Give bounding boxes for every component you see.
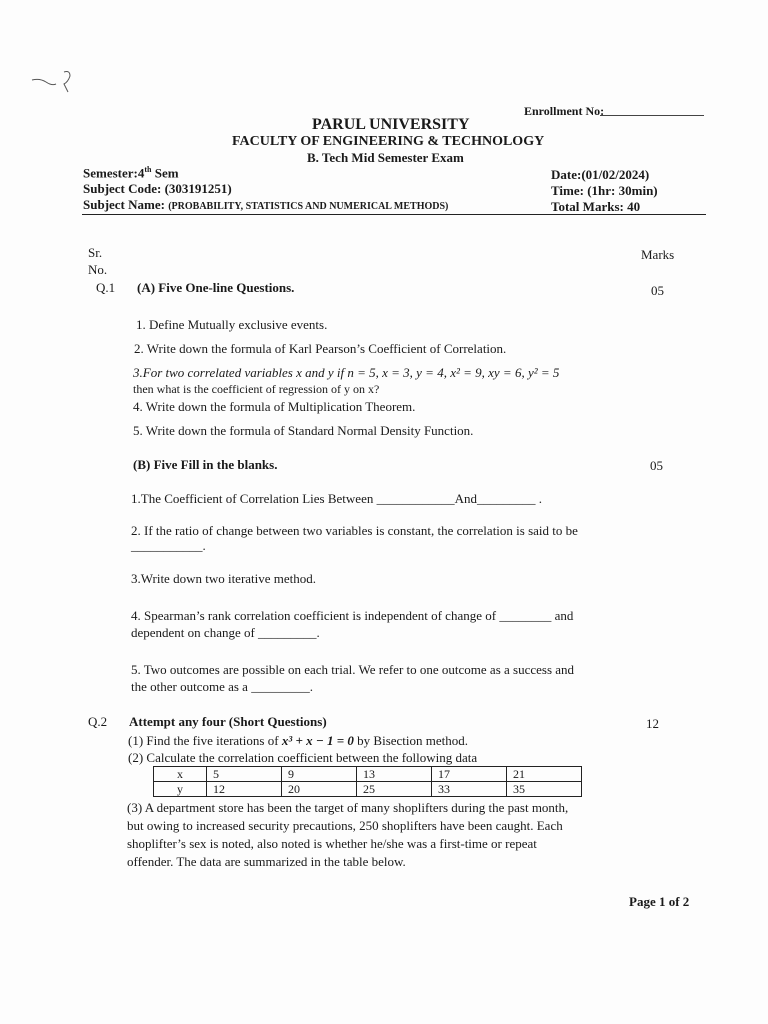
q2-marks: 12 xyxy=(646,716,659,731)
q1b-item-2: 2. If the ratio of change between two variables is constant, the correlation is said to be xyxy=(131,523,578,538)
table-cell: 25 xyxy=(357,782,432,797)
q2-item-3-line-3: shoplifter’s sex is noted, also noted is whether he/she was a first-time or repeat xyxy=(127,836,537,851)
table-cell: 13 xyxy=(357,767,432,782)
q1-part-a-marks: 05 xyxy=(651,283,664,298)
q1a-item-3: 3.For two correlated variables x and y if n = 5, x = 3, y = 4, x² = 9, xy = 6, y² = 5 xyxy=(133,365,560,380)
q1b-item-1: 1.The Coefficient of Correlation Lies Between ____________And_________ . xyxy=(131,491,542,506)
q1b-item-4: 4. Spearman’s rank correlation coefficient is independent of change of ________ and xyxy=(131,608,574,623)
total-marks: Total Marks: 40 xyxy=(551,199,641,214)
header-divider xyxy=(82,214,706,215)
q1a-item-3-cont: then what is the coefficient of regression of y on x? xyxy=(133,382,380,396)
faculty-title: FACULTY OF ENGINEERING & TECHNOLOGY xyxy=(232,134,545,149)
table-cell: 17 xyxy=(432,767,507,782)
table-cell: 21 xyxy=(507,767,582,782)
q1a-item-2: 2. Write down the formula of Karl Pearson’s Coefficient of Correlation. xyxy=(134,341,507,356)
university-title: PARUL UNIVERSITY xyxy=(312,116,470,133)
sr-label: Sr. xyxy=(88,245,103,260)
page-number: Page 1 of 2 xyxy=(629,894,690,909)
q1-part-b-title: (B) Five Fill in the blanks. xyxy=(133,457,278,472)
semester-info: Semester:4th Sem xyxy=(83,165,179,181)
no-label: No. xyxy=(88,262,108,277)
subject-name: Subject Name: (PROBABILITY, STATISTICS AND NUMERICAL METHODS) xyxy=(83,197,449,212)
q1b-item-4-cont: dependent on change of _________. xyxy=(131,625,320,640)
q1b-item-3: 3.Write down two iterative method. xyxy=(131,571,317,586)
q2-title: Attempt any four (Short Questions) xyxy=(129,714,327,729)
q1a-item-5: 5. Write down the formula of Standard Normal Density Function. xyxy=(133,423,474,438)
table-cell: 9 xyxy=(282,767,357,782)
pen-scribble-mark xyxy=(30,68,80,98)
q1b-item-5-cont: the other outcome as a _________. xyxy=(131,679,313,694)
q1b-item-5: 5. Two outcomes are possible on each trial. We refer to one outcome as a success and xyxy=(131,662,575,677)
q1a-item-1: 1. Define Mutually exclusive events. xyxy=(136,317,328,332)
question-number-q2: Q.2 xyxy=(88,714,108,729)
q1b-item-2-blank: ___________. xyxy=(131,538,206,553)
table-row xyxy=(154,782,582,797)
q2-item-3-line-2: but owing to increased security precautions, 250 shoplifters have been caught. Each xyxy=(127,818,563,833)
table-cell: x xyxy=(154,767,207,782)
table-row xyxy=(154,767,582,782)
subject-code: Subject Code: (303191251) xyxy=(83,181,232,196)
q1-part-a-title: (A) Five One-line Questions. xyxy=(137,280,295,295)
table-cell: 12 xyxy=(207,782,282,797)
table-cell: 33 xyxy=(432,782,507,797)
q2-item-1: (1) Find the five iterations of x³ + x − 1 = 0 by Bisection method. xyxy=(128,733,469,748)
enrollment-label: Enrollment No: xyxy=(524,104,605,118)
exam-title: B. Tech Mid Semester Exam xyxy=(307,150,464,165)
q2-item-3-line-4: offender. The data are summarized in the table below. xyxy=(127,854,406,869)
table-cell: 5 xyxy=(207,767,282,782)
exam-time: Time: (1hr: 30min) xyxy=(551,183,658,198)
enrollment-blank-line xyxy=(600,115,704,116)
table-cell: 35 xyxy=(507,782,582,797)
q2-item-2: (2) Calculate the correlation coefficient between the following data xyxy=(128,750,478,765)
marks-header: Marks xyxy=(641,247,675,262)
table-cell: y xyxy=(154,782,207,797)
correlation-data-table xyxy=(153,766,582,797)
q1a-item-4: 4. Write down the formula of Multiplication Theorem. xyxy=(133,399,416,414)
exam-date: Date:(01/02/2024) xyxy=(551,167,650,182)
table-cell: 20 xyxy=(282,782,357,797)
question-number-q1: Q.1 xyxy=(96,280,116,295)
q1-part-b-marks: 05 xyxy=(650,458,663,473)
q2-item-3-line-1: (3) A department store has been the target of many shoplifters during the past month, xyxy=(127,800,569,815)
